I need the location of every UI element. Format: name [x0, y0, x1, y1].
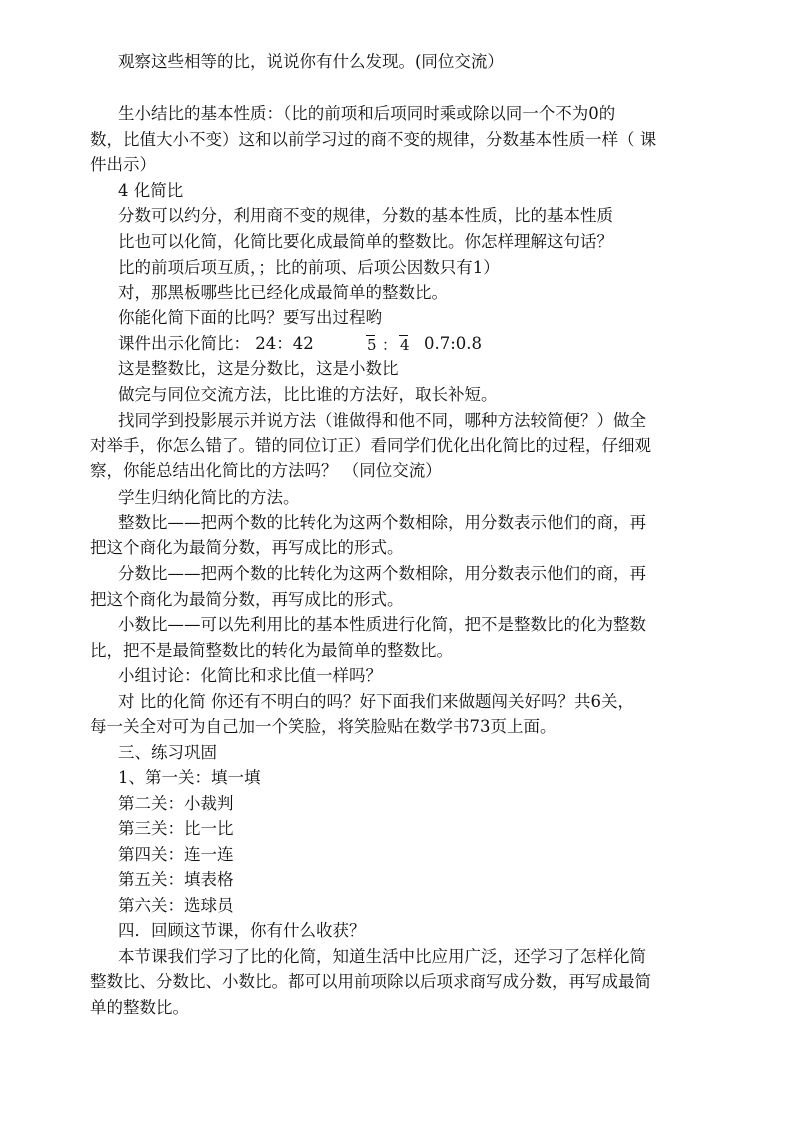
paragraph: 找同学到投影展示并说方法（谁做得和他不同，哪种方法较简便？）做全 [118, 411, 646, 430]
paragraph: 小组讨论：化简比和求比值一样吗？ [118, 666, 382, 685]
paragraph: 比，把不是最简整数比的转化为最简单的整数比。 [90, 641, 453, 660]
section-heading: 三、练习巩固 [118, 743, 217, 762]
list-item: 第二关：小裁判 [118, 794, 234, 813]
paragraph: 察，你能总结出化简比的方法吗？ （同位交流） [90, 461, 442, 480]
paragraph: 把这个商化为最简分数，再写成比的形式。 [90, 590, 404, 609]
list-item: 第五关：填表格 [118, 870, 234, 889]
paragraph: 比的前项后项互质，；比的前项、后项公因数只有1） [118, 258, 500, 277]
paragraph: 对举手，你怎么错了。错的同位订正）看同学们优化出化简比的过程，仔细观 [90, 436, 651, 455]
paragraph: 小数比——可以先利用比的基本性质进行化简，把不是整数比的化为整数 [118, 615, 646, 634]
exercise-label: 课件出示化简比： 24：42 [118, 334, 314, 353]
paragraph: 对，那黑板哪些比已经化成最简单的整数比。 [118, 283, 448, 302]
list-item: 第三关：比一比 [118, 819, 234, 838]
paragraph: 做完与同位交流方法，比比谁的方法好，取长补短。 [118, 385, 498, 404]
paragraph: 比也可以化简，化简比要化成最简单的整数比。你怎样理解这句话？ [118, 232, 613, 251]
list-item: 第四关：连一连 [118, 845, 234, 864]
section-heading: 4 化简比 [118, 181, 184, 200]
paragraph: 分数比——把两个数的比转化为这两个数相除，用分数表示他们的商，再 [118, 564, 646, 583]
paragraph: 本节课我们学习了比的化简，知道生活中比应用广泛，还学习了怎样化简 [118, 947, 646, 966]
paragraph: 数，比值大小不变）这和以前学习过的商不变的规律，分数基本性质一样（ 课 [90, 130, 657, 149]
paragraph: 件出示） [90, 155, 156, 174]
list-item: 1、第一关：填一填 [118, 768, 261, 787]
paragraph: 这是整数比，这是分数比，这是小数比 [118, 359, 399, 378]
list-item: 第六关：选球员 [118, 896, 234, 915]
section-heading: 四．回顾这节课，你有什么收获？ [118, 921, 366, 940]
paragraph: 生小结比的基本性质：（比的前项和后项同时乘或除以同一个不为0的 [118, 104, 616, 123]
fraction-numerator: 4 [400, 336, 410, 354]
paragraph: 把这个商化为最简分数，再写成比的形式。 [90, 538, 404, 557]
decimal-ratio: 0.7:0.8 [424, 334, 483, 353]
paragraph: 单的整数比。 [90, 998, 189, 1017]
paragraph: 整数比——把两个数的比转化为这两个数相除，用分数表示他们的商，再 [118, 513, 646, 532]
paragraph: 整数比、分数比、小数比。都可以用前项除以后项求商写成分数，再写成最简 [90, 972, 651, 991]
paragraph: 你能化简下面的比吗？要写出过程哟 [118, 308, 382, 327]
ratio-colon: ： [382, 336, 398, 354]
paragraph: 观察这些相等的比，说说你有什么发现。(同位交流） [118, 52, 504, 71]
paragraph: 分数可以约分，利用商不变的规律，分数的基本性质，比的基本性质 [118, 206, 613, 225]
paragraph: 学生归纳化简比的方法。 [118, 488, 300, 507]
paragraph: 每一关全对可为自己加一个笑脸，将笑脸贴在数学书73页上面。 [90, 717, 557, 736]
fraction-numerator: 5 [367, 336, 377, 354]
paragraph: 对 比的化简 你还有不明白的吗？好下面我们来做题闯关好吗？共6关， [118, 692, 634, 711]
